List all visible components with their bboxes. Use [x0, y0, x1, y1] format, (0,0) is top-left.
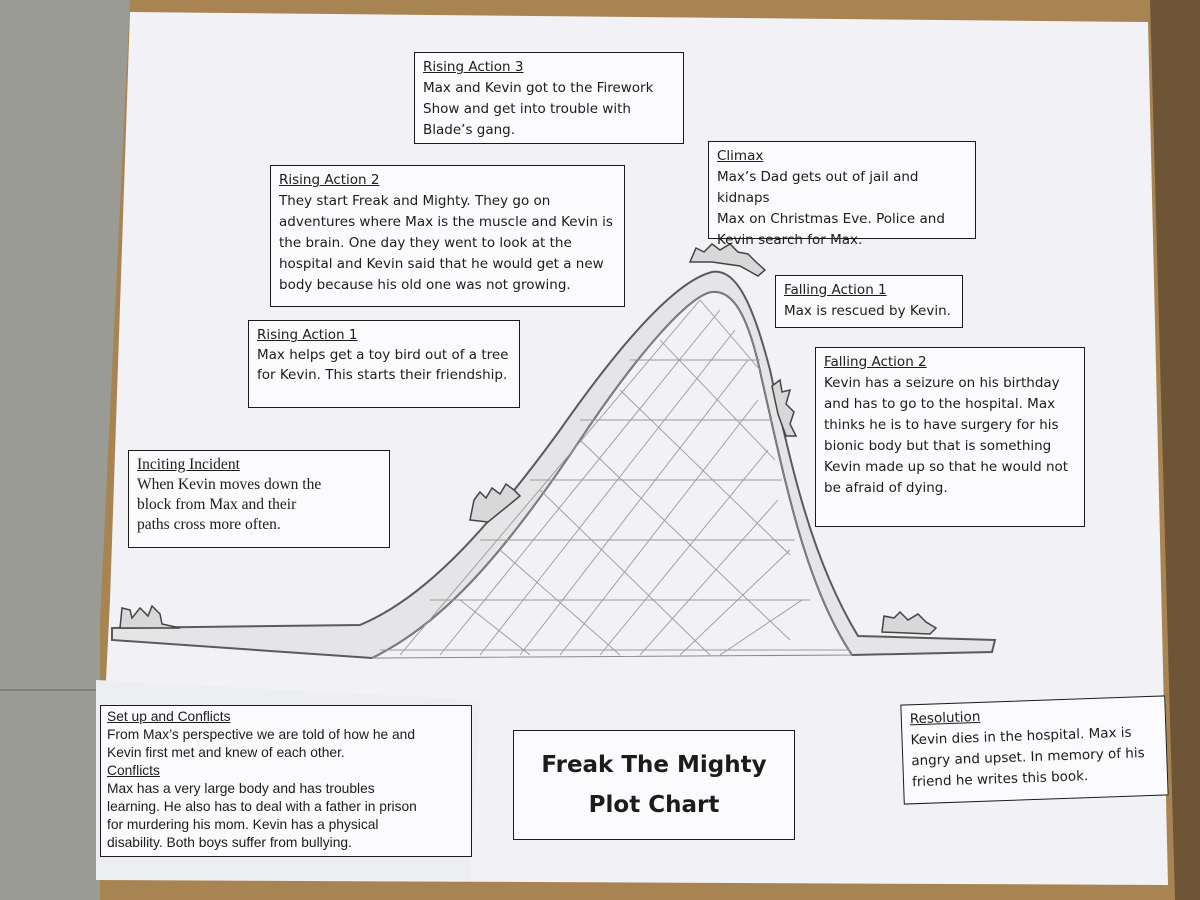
- falling-action-2-line: Kevin has a seizure on his birthday: [824, 375, 1060, 391]
- inciting-incident-heading: Inciting Incident: [137, 456, 240, 473]
- rising-action-2-line: adventures where Max is the muscle and Kevin is: [279, 214, 613, 230]
- rising-action-2-line: hospital and Kevin said that he would get a new: [279, 256, 604, 272]
- falling-action-2-line: Kevin made up so that he would not: [824, 459, 1069, 475]
- falling-action-2-line: bionic body but that is something: [824, 438, 1052, 454]
- rising-action-2-line: the brain. One day they went to look at the: [279, 235, 572, 251]
- conflicts-heading: Conflicts: [107, 763, 160, 778]
- setup-conflicts-line: Kevin first met and knew of each other.: [107, 745, 345, 760]
- falling-action-2-line: thinks he is to have surgery for his: [824, 417, 1059, 433]
- falling-action-1-heading: Falling Action 1: [784, 282, 887, 298]
- climax-heading: Climax: [717, 148, 764, 164]
- inciting-incident-line: block from Max and their: [137, 496, 297, 513]
- inciting-incident-line: paths cross more often.: [137, 516, 281, 533]
- rising-action-1-line: Max helps get a toy bird out of a tree: [257, 347, 509, 363]
- rising-action-3-line: Show and get into trouble with: [423, 101, 631, 117]
- rising-action-2-line: They start Freak and Mighty. They go on: [279, 193, 551, 209]
- resolution-box: [900, 695, 1168, 804]
- falling-action-2-line: and has to go to the hospital. Max: [824, 396, 1056, 412]
- rising-action-3-heading: Rising Action 3: [423, 59, 524, 75]
- rising-action-3-line: Blade’s gang.: [423, 122, 516, 138]
- falling-action-2-heading: Falling Action 2: [824, 354, 927, 370]
- resolution-heading: Resolution: [909, 708, 981, 728]
- conflicts-line: learning. He also has to deal with a father in prison: [107, 799, 417, 814]
- poster-title: Freak The Mighty: [541, 752, 767, 778]
- rising-action-3-line: Max and Kevin got to the Firework: [423, 80, 654, 96]
- rising-action-1-box: [248, 320, 520, 408]
- climax-line: Max’s Dad gets out of jail and kidnaps: [717, 169, 919, 206]
- rising-action-2-heading: Rising Action 2: [279, 172, 380, 188]
- falling-action-1-box: [775, 275, 963, 328]
- resolution-line: friend he writes this book.: [911, 768, 1089, 791]
- poster-subtitle: Plot Chart: [588, 792, 720, 818]
- rising-action-1-heading: Rising Action 1: [257, 327, 358, 343]
- climax-line: Kevin search for Max.: [717, 232, 863, 248]
- inciting-incident-box: [128, 450, 390, 548]
- poster-title-box: [513, 730, 795, 840]
- conflicts-line: Max has a very large body and has troubles: [107, 781, 375, 796]
- falling-action-1-line: Max is rescued by Kevin.: [784, 303, 951, 319]
- climax-line: Max on Christmas Eve. Police and: [717, 211, 945, 227]
- resolution-line: Kevin dies in the hospital. Max is: [910, 724, 1132, 749]
- setup-conflicts-heading: Set up and Conflicts: [107, 709, 231, 724]
- conflicts-line: for murdering his mom. Kevin has a physical: [107, 817, 379, 832]
- conflicts-line: disability. Both boys suffer from bullying.: [107, 835, 352, 850]
- falling-action-2-box: [815, 347, 1085, 527]
- rising-action-2-line: body because his old one was not growing.: [279, 277, 571, 293]
- rising-action-3-box: [414, 52, 684, 144]
- setup-conflicts-line: From Max’s perspective we are told of how he and: [107, 727, 416, 742]
- rising-action-2-box: [270, 165, 625, 307]
- rising-action-1-line: for Kevin. This starts their friendship.: [257, 367, 508, 383]
- resolution-line: angry and upset. In memory of his: [911, 745, 1145, 770]
- climax-box: [708, 141, 976, 248]
- inciting-incident-line: When Kevin moves down the: [137, 476, 322, 493]
- setup-conflicts-box: [100, 705, 472, 857]
- falling-action-2-line: be afraid of dying.: [824, 480, 948, 496]
